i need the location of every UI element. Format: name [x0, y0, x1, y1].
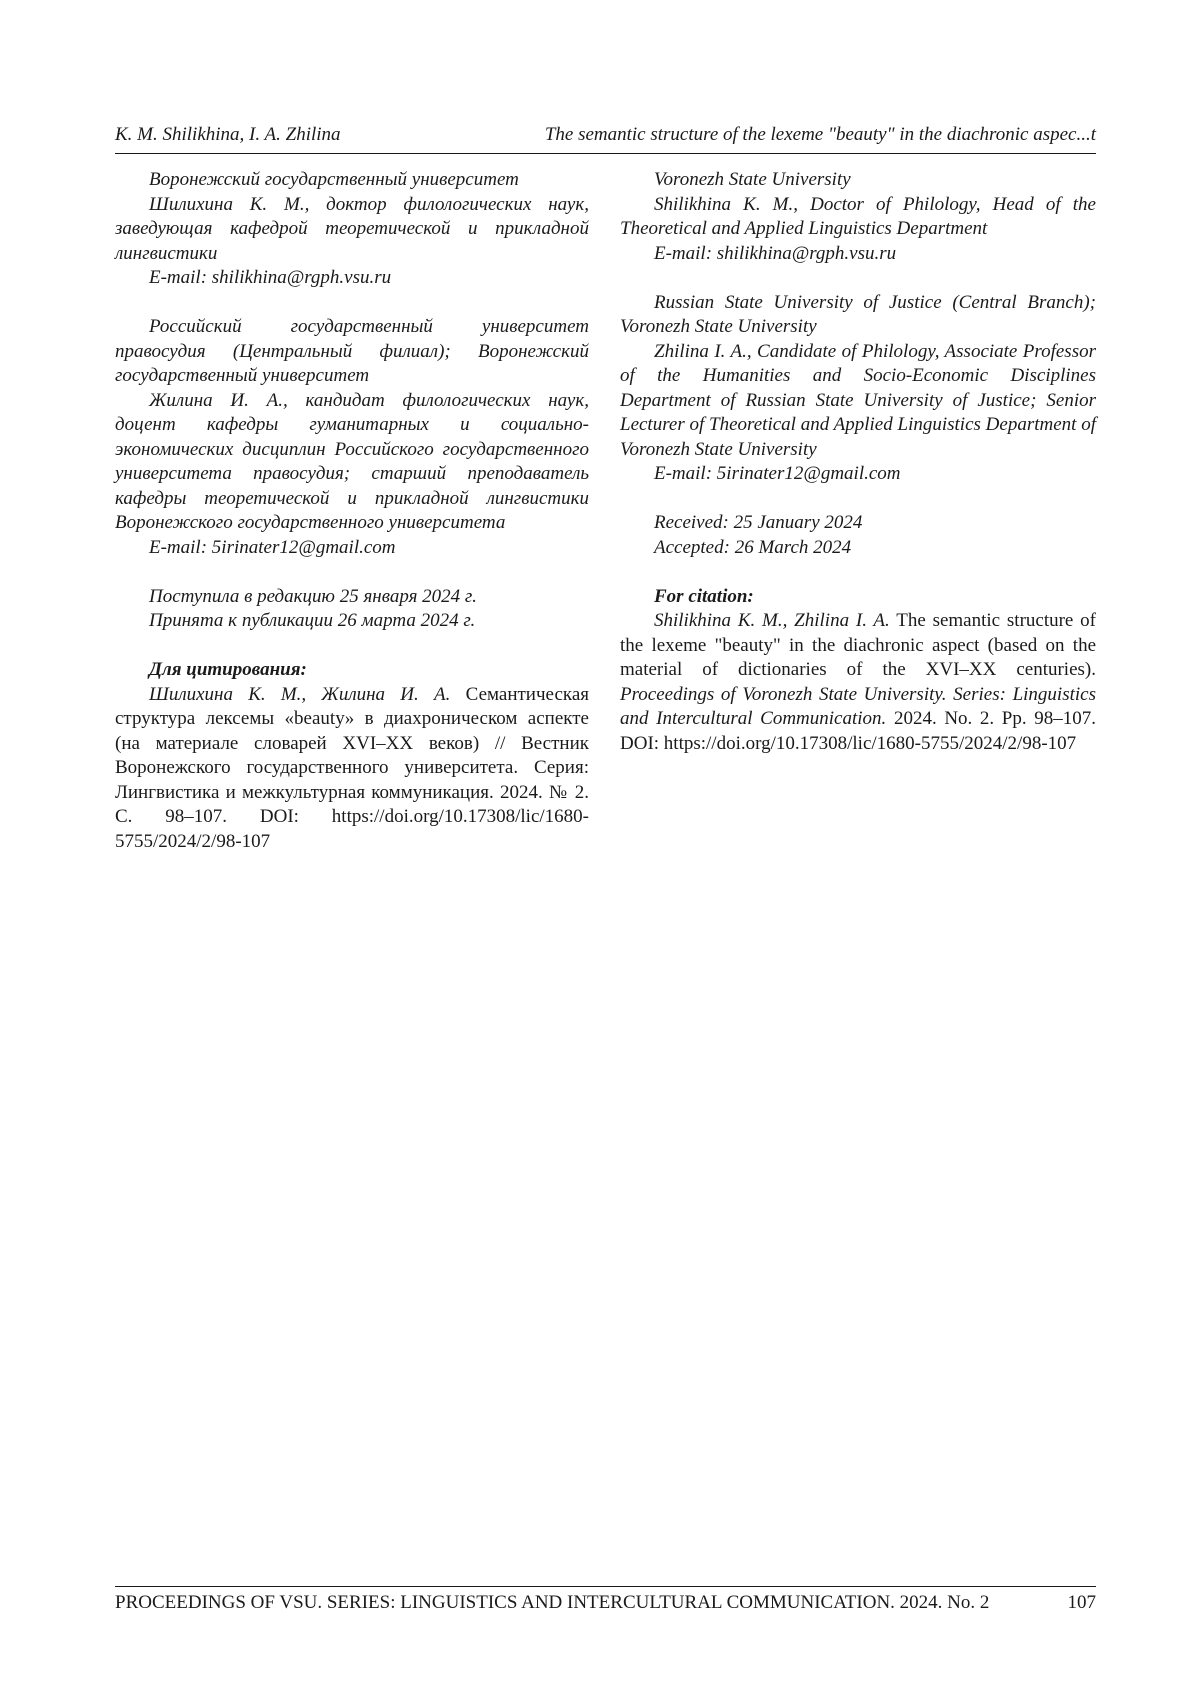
en-citation-title: The semantic structure of the lexeme "beauty" in the diachronic aspect (based on the material of dictionaries of the XVI–XX centuries). [620, 610, 1096, 680]
ru-accepted-date: Принята к публикации 26 марта 2024 г. [149, 610, 476, 631]
running-head-title: The semantic structure of the lexeme "beauty" in the diachronic aspec...t [544, 124, 1096, 145]
russian-column [115, 168, 589, 854]
footer-rule [115, 1586, 1096, 1587]
en-affiliation-1: Voronezh State University [654, 169, 851, 190]
english-column [620, 168, 1096, 756]
en-affiliation-2: Russian State University of Justice (Central Branch); Voronezh State University [620, 291, 1096, 337]
ru-email-1: E-mail: shilikhina@rgph.vsu.ru [149, 267, 392, 288]
ru-author-1: Шилихина К. М., доктор филологических наук, заведующая кафедрой теоретической и прикладной лингвистики [115, 193, 589, 264]
ru-citation [115, 683, 589, 855]
en-author-1: Shilikhina K. M., Doctor of Philology, Head of the Theoretical and Applied Linguistics Department [620, 193, 1096, 239]
footer-journal-title: PROCEEDINGS OF VSU. SERIES: LINGUISTICS AND INTERCULTURAL COMMUNICATION. 2024. No. 2 [115, 1592, 990, 1613]
ru-citation-authors: Шилихина К. М., Жилина И. А. [149, 683, 451, 705]
running-head-authors: K. M. Shilikhina, I. A. Zhilina [115, 124, 341, 145]
ru-received-date: Поступила в редакцию 25 января 2024 г. [149, 585, 477, 607]
header-rule [115, 153, 1096, 154]
ru-affiliation-2: Российский государственный университет правосудия (Центральный филиал); Воронежский государственный университет [115, 316, 589, 386]
ru-affiliation-1: Воронежский государственный университет [149, 169, 519, 190]
en-author-2: Zhilina I. A., Candidate of Philology, Associate Professor of the Humanities and Socio-Economic Disciplines Department of Russian State University of Justice; Senior Lecturer of Theoretical and Applied Linguistics Department of Voronezh State University [620, 340, 1096, 460]
en-received-date: Received: 25 January 2024 [654, 512, 863, 533]
en-email-1: E-mail: shilikhina@rgph.vsu.ru [654, 242, 897, 264]
en-citation [620, 609, 1096, 756]
ru-author-2: Жилина И. А., кандидат филологических наук, доцент кафедры гуманитарных и социально-экономических дисциплин Российского государственного университета правосудия; старший преподаватель кафедры теоретической и прикладной лингвистики Воронежского государственного университета [115, 389, 589, 533]
en-citation-heading: For citation: [654, 585, 754, 607]
en-citation-authors: Shilikhina K. M., Zhilina I. A. [654, 610, 890, 631]
page-number: 107 [1067, 1592, 1096, 1613]
en-accepted-date: Accepted: 26 March 2024 [654, 536, 852, 558]
ru-citation-text: Семантическая структура лексемы «beauty» в диахроническом аспекте (на материале словарей XVI–XX веков) // Вестник Воронежского государственного университета. Серия: Лингвистика и межкультурная коммуникация. 2024. № 2. С. 98–107. DOI: https://doi.org/10.17308/lic/1680-5755/2024/2/98-107 [115, 683, 589, 852]
en-citation-journal: Proceedings of Voronezh State University. Series: Linguistics and Intercultural Communication. [620, 683, 1096, 729]
ru-email-2: E-mail: 5irinater12@gmail.com [149, 536, 396, 558]
en-email-2: E-mail: 5irinater12@gmail.com [654, 463, 901, 484]
en-citation-details: 2024. No. 2. Pp. 98–107. DOI: https://doi.org/10.17308/lic/1680-5755/2024/2/98-107 [620, 708, 1097, 754]
ru-citation-heading: Для цитирования: [149, 659, 307, 680]
